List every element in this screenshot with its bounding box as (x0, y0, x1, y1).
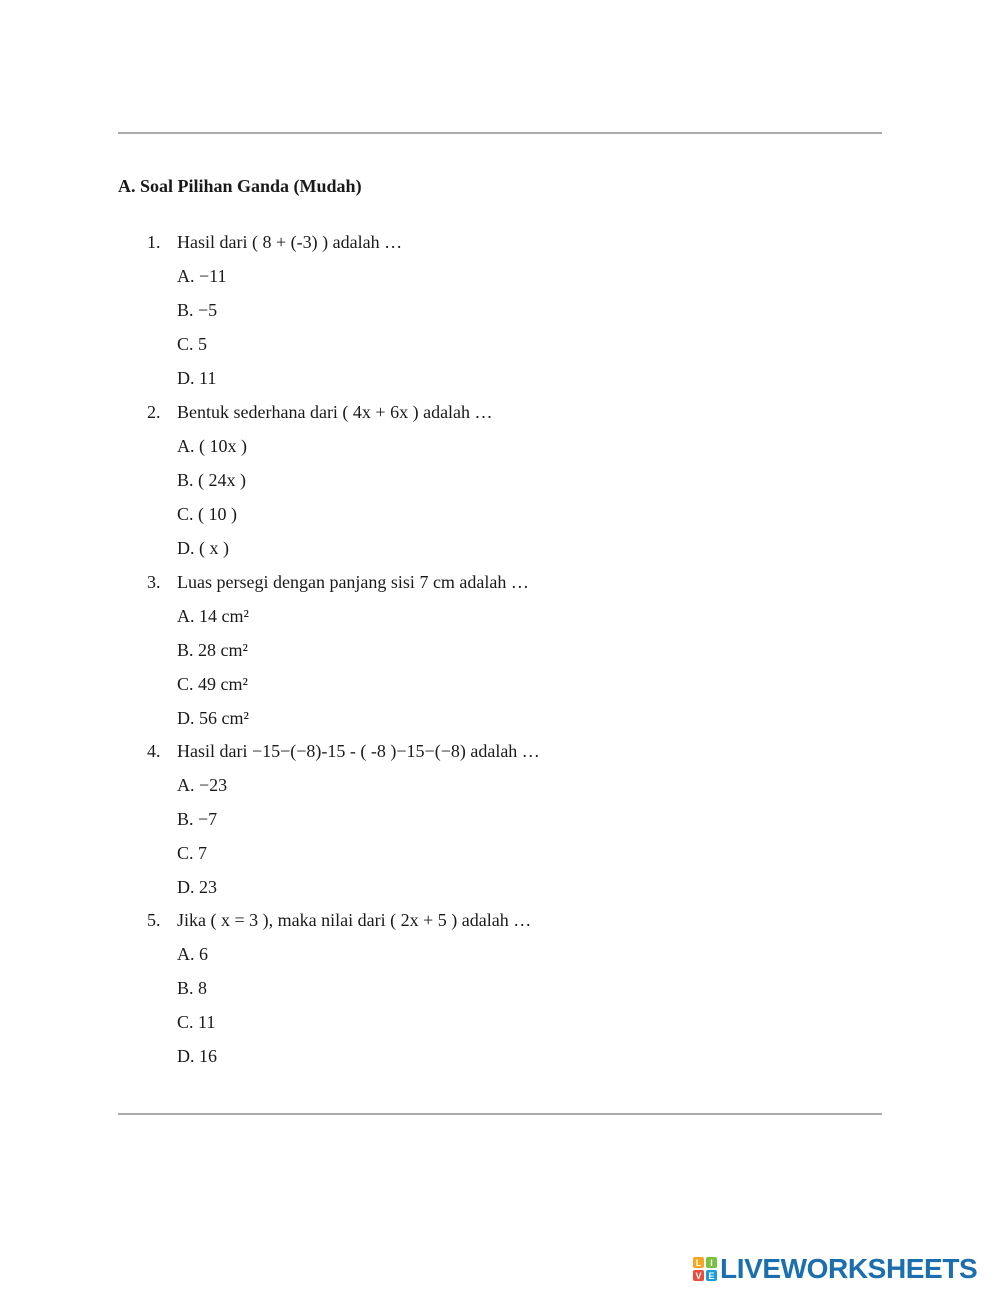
svg-text:I: I (710, 1258, 713, 1268)
question-number: 2. (147, 402, 161, 422)
option-b[interactable]: B. −5 (177, 300, 218, 320)
option-c[interactable]: C. 11 (177, 1012, 216, 1032)
question-text: Hasil dari −15−(−8)-15 - ( -8 )−15−(−8) adalah … (177, 741, 540, 761)
option-d[interactable]: D. 56 cm² (177, 708, 249, 728)
option-a[interactable]: A. 6 (177, 944, 208, 964)
option-a[interactable]: A. −23 (177, 775, 228, 795)
option-d[interactable]: D. 23 (177, 877, 217, 897)
question-text: Jika ( x = 3 ), maka nilai dari ( 2x + 5 ) adalah … (177, 910, 532, 930)
question-text: Luas persegi dengan panjang sisi 7 cm adalah … (177, 572, 529, 592)
option-d[interactable]: D. ( x ) (177, 538, 229, 558)
option-d[interactable]: D. 16 (177, 1046, 217, 1066)
section-title: A. Soal Pilihan Ganda (Mudah) (118, 176, 362, 196)
question-number: 3. (147, 572, 161, 592)
svg-text:L: L (695, 1258, 702, 1268)
svg-text:V: V (695, 1271, 702, 1281)
option-c[interactable]: C. 49 cm² (177, 674, 248, 694)
option-a[interactable]: A. ( 10x ) (177, 436, 247, 456)
svg-text:E: E (708, 1271, 715, 1281)
question-text: Hasil dari ( 8 + (-3) ) adalah … (177, 232, 403, 252)
option-a[interactable]: A. −11 (177, 266, 227, 286)
option-b[interactable]: B. 8 (177, 978, 208, 998)
option-d[interactable]: D. 11 (177, 368, 217, 388)
option-b[interactable]: B. 28 cm² (177, 640, 248, 660)
liveworksheets-logo-icon (692, 1256, 718, 1282)
option-b[interactable]: B. −7 (177, 809, 218, 829)
option-c[interactable]: C. ( 10 ) (177, 504, 237, 524)
question-text: Bentuk sederhana dari ( 4x + 6x ) adalah … (177, 402, 493, 422)
top-divider (118, 132, 882, 134)
question-number: 4. (147, 741, 161, 761)
brand-name: LIVEWORKSHEETS (720, 1253, 978, 1284)
option-a[interactable]: A. 14 cm² (177, 606, 249, 626)
question-number: 5. (147, 910, 161, 930)
bottom-divider (118, 1113, 882, 1115)
liveworksheets-brand[interactable] (692, 1255, 977, 1283)
option-b[interactable]: B. ( 24x ) (177, 470, 246, 490)
option-c[interactable]: C. 5 (177, 334, 208, 354)
question-number: 1. (147, 232, 161, 252)
option-c[interactable]: C. 7 (177, 843, 208, 863)
